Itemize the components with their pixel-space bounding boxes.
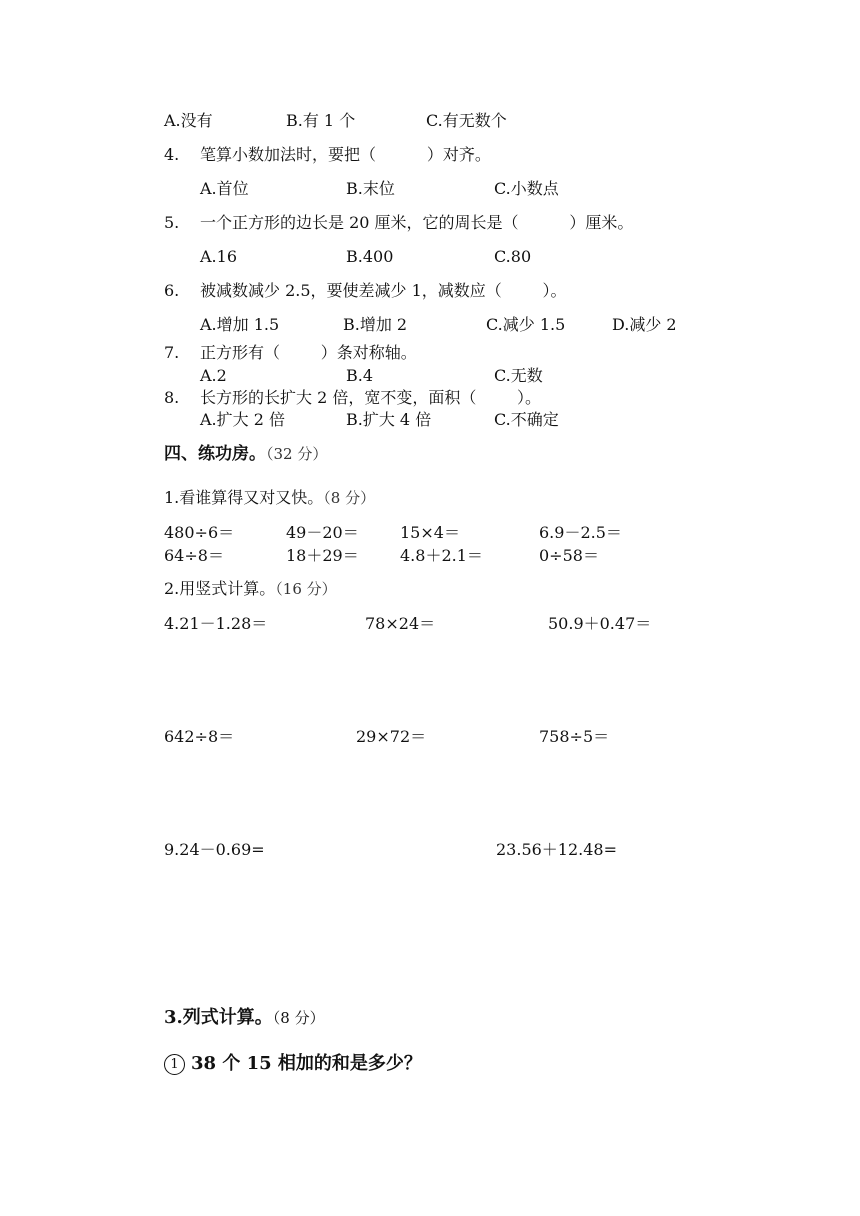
q8-text: 长方形的长扩大 2 倍，宽不变，面积（ ）。 <box>200 388 542 407</box>
q5-number: 5. <box>164 213 180 232</box>
q7-option-b: B.4 <box>346 366 374 385</box>
vertical-calc-item: 642÷8＝ <box>164 727 235 746</box>
part3-heading <box>164 1008 325 1028</box>
vertical-calc-item: 50.9＋0.47＝ <box>548 614 652 633</box>
q5-text: 一个正方形的边长是 20 厘米，它的周长是（ ）厘米。 <box>200 213 634 232</box>
part2-title: 2.用竖式计算。 <box>164 579 276 598</box>
calc-item: 64÷8＝ <box>164 546 224 565</box>
q3-option-b: B.有 1 个 <box>286 111 356 130</box>
vertical-calc-item: 9.24－0.69= <box>164 840 265 859</box>
calc-item: 49－20＝ <box>286 523 359 542</box>
calc-item: 0÷58＝ <box>539 546 599 565</box>
section-title: 四、练功房。 <box>164 444 266 464</box>
part3-question-1-text: 38 个 15 相加的和是多少？ <box>191 1053 422 1074</box>
q4-option-a: A.首位 <box>200 179 249 198</box>
calc-item: 15×4＝ <box>400 523 460 542</box>
part1-points: （8 分） <box>323 489 376 507</box>
q7-option-a: A.2 <box>200 366 227 385</box>
part1-heading <box>164 488 375 508</box>
q5-option-a: A.16 <box>200 247 237 266</box>
part3-title: 3.列式计算。 <box>164 1007 273 1028</box>
part3-points: （8 分） <box>272 1009 325 1027</box>
q4-option-b: B.末位 <box>346 179 395 198</box>
circled-number-marker: 1 <box>164 1054 185 1075</box>
calc-item: 480÷6＝ <box>164 523 235 542</box>
q8-option-c: C.不确定 <box>494 410 559 429</box>
part2-heading <box>164 579 337 599</box>
q5-option-b: B.400 <box>346 247 394 266</box>
calc-item: 4.8＋2.1＝ <box>400 546 483 565</box>
q6-text: 被减数减少 2.5，要使差减少 1，减数应（ ）。 <box>200 281 567 300</box>
q7-option-c: C.无数 <box>494 366 543 385</box>
q4-number: 4. <box>164 145 180 164</box>
part1-title: 1.看谁算得又对又快。 <box>164 488 324 507</box>
q8-number: 8. <box>164 388 180 407</box>
q6-option-d: D.减少 2 <box>612 315 677 334</box>
part2-points: （16 分） <box>275 580 337 598</box>
section-heading <box>164 444 327 464</box>
vertical-calc-item: 4.21－1.28＝ <box>164 614 268 633</box>
q3-option-a: A.没有 <box>164 111 213 130</box>
q8-option-b: B.扩大 4 倍 <box>346 410 432 429</box>
q7-number: 7. <box>164 343 180 362</box>
q3-option-c: C.有无数个 <box>426 111 507 130</box>
q5-option-c: C.80 <box>494 247 532 266</box>
q6-option-b: B.增加 2 <box>343 315 408 334</box>
vertical-calc-item: 23.56＋12.48= <box>496 840 618 859</box>
q6-option-c: C.减少 1.5 <box>486 315 566 334</box>
q4-option-c: C.小数点 <box>494 179 559 198</box>
part3-question-1 <box>164 1054 422 1075</box>
section-points: （32 分） <box>266 445 328 463</box>
vertical-calc-item: 78×24＝ <box>365 614 436 633</box>
vertical-calc-item: 758÷5＝ <box>539 727 610 746</box>
vertical-calc-item: 29×72＝ <box>356 727 427 746</box>
calc-item: 18＋29＝ <box>286 546 359 565</box>
q8-option-a: A.扩大 2 倍 <box>200 410 285 429</box>
q4-text: 笔算小数加法时，要把（ ）对齐。 <box>200 145 491 164</box>
calc-item: 6.9－2.5＝ <box>539 523 622 542</box>
q6-number: 6. <box>164 281 180 300</box>
q7-text: 正方形有（ ）条对称轴。 <box>200 343 417 362</box>
q6-option-a: A.增加 1.5 <box>200 315 280 334</box>
